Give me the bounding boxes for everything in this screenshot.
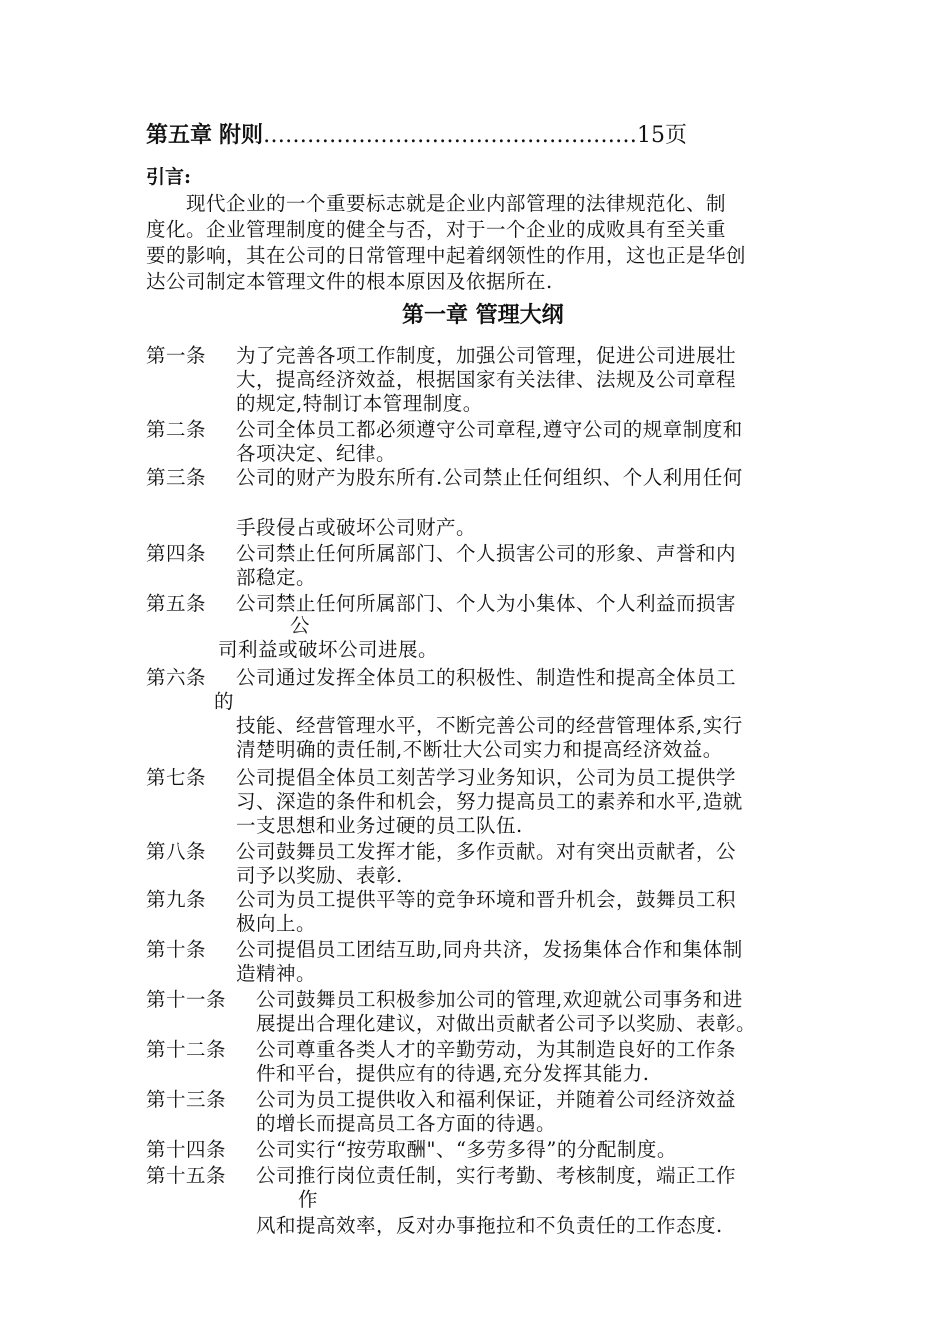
article-line: 件和平台，提供应有的待遇,充分发挥其能力. — [256, 1062, 650, 1085]
article-line: 清楚明确的责任制,不断壮大公司实力和提高经济效益。 — [236, 738, 723, 761]
article-number: 第十一条 — [146, 988, 227, 1011]
article-line: 手段侵占或破坏公司财产。 — [236, 516, 477, 539]
article-line: 极向上。 — [236, 912, 317, 935]
article-line: 公司为员工提供收入和福利保证，并随着公司经济效益 — [256, 1088, 737, 1111]
article-number: 第十四条 — [146, 1138, 227, 1161]
article-line: 的 — [214, 690, 235, 713]
article-line: 为了完善各项工作制度，加强公司管理，促进公司进展壮 — [236, 344, 737, 367]
article-line: 司利益或破坏公司进展。 — [218, 638, 439, 661]
article-line: 展提出合理化建议，对做出贡献者公司予以奖励、表彰。 — [256, 1012, 757, 1035]
toc-leader-dots: …………………………………………… — [263, 123, 638, 148]
article-line: 的增长而提高员工各方面的待遇。 — [256, 1112, 557, 1135]
toc-chapter: 第五章 — [146, 122, 213, 148]
intro-heading: 引言: — [146, 166, 192, 188]
article-line: 公司的财产为股东所有.公司禁止任何组织、个人利用任何 — [236, 466, 743, 489]
article-line: 风和提高效率，反对办事拖拉和不负责任的工作态度. — [256, 1214, 723, 1237]
article-number: 第十五条 — [146, 1164, 227, 1187]
article-line: 习、深造的条件和机会，努力提高员工的素养和水平,造就 — [236, 790, 743, 813]
article-line: 大，提高经济效益，根据国家有关法律、法规及公司章程 — [236, 368, 737, 391]
toc-title: 附则 — [219, 122, 264, 148]
article-line: 公 — [290, 614, 311, 637]
intro-line: 度化。企业管理制度的健全与否，对于一个企业的成败具有至关重 — [146, 218, 727, 241]
article-number: 第六条 — [146, 666, 207, 689]
article-line: 公司禁止任何所属部门、个人为小集体、个人利益而损害 — [236, 592, 737, 615]
article-line: 公司为员工提供平等的竞争环境和晋升机会，鼓舞员工积 — [236, 888, 737, 911]
article-line: 公司提倡员工团结互助,同舟共济，发扬集体合作和集体制 — [236, 938, 743, 961]
intro-line: 要的影响，其在公司的日常管理中起着纲领性的作用，这也正是华创 — [146, 244, 747, 267]
article-line: 造精神。 — [236, 962, 317, 985]
article-line: 一支思想和业务过硬的员工队伍. — [236, 814, 523, 837]
article-line: 各项决定、纪律。 — [236, 442, 397, 465]
article-line: 公司鼓舞员工发挥才能，多作贡献。对有突出贡献者，公 — [236, 840, 737, 863]
article-line: 公司鼓舞员工积极参加公司的管理,欢迎就公司事务和进 — [256, 988, 743, 1011]
article-number: 第三条 — [146, 466, 207, 489]
chapter-heading: 第一章 管理大纲 — [402, 302, 564, 328]
toc-entry — [146, 118, 687, 149]
article-number: 第五条 — [146, 592, 207, 615]
article-line: 司予以奖励、表彰. — [236, 864, 403, 887]
article-line: 公司尊重各类人才的辛勤劳动，为其制造良好的工作条 — [256, 1038, 737, 1061]
article-number: 第二条 — [146, 418, 207, 441]
intro-line: 现代企业的一个重要标志就是企业内部管理的法律规范化、制 — [186, 192, 727, 215]
article-number: 第十三条 — [146, 1088, 227, 1111]
article-number: 第七条 — [146, 766, 207, 789]
article-line: 公司禁止任何所属部门、个人损害公司的形象、声誉和内 — [236, 542, 737, 565]
article-line: 公司提倡全体员工刻苦学习业务知识，公司为员工提供学 — [236, 766, 737, 789]
article-line: 公司推行岗位责任制，实行考勤、考核制度，端正工作 — [256, 1164, 737, 1187]
article-number: 第四条 — [146, 542, 207, 565]
toc-page-number: 15页 — [637, 123, 688, 148]
article-line: 公司通过发挥全体员工的积极性、制造性和提高全体员工 — [236, 666, 737, 689]
article-line: 作 — [298, 1188, 319, 1211]
article-number: 第八条 — [146, 840, 207, 863]
article-line: 的规定,特制订本管理制度。 — [236, 392, 483, 415]
article-line: 部稳定。 — [236, 566, 317, 589]
article-line: 技能、经营管理水平，不断完善公司的经营管理体系,实行 — [236, 714, 743, 737]
article-number: 第九条 — [146, 888, 207, 911]
article-number: 第十条 — [146, 938, 207, 961]
article-line: 公司全体员工都必须遵守公司章程,遵守公司的规章制度和 — [236, 418, 743, 441]
article-line: 公司实行“按劳取酬"、“多劳多得”的分配制度。 — [256, 1138, 677, 1161]
intro-line: 达公司制定本管理文件的根本原因及依据所在. — [146, 270, 553, 293]
article-number: 第一条 — [146, 344, 207, 367]
article-number: 第十二条 — [146, 1038, 227, 1061]
